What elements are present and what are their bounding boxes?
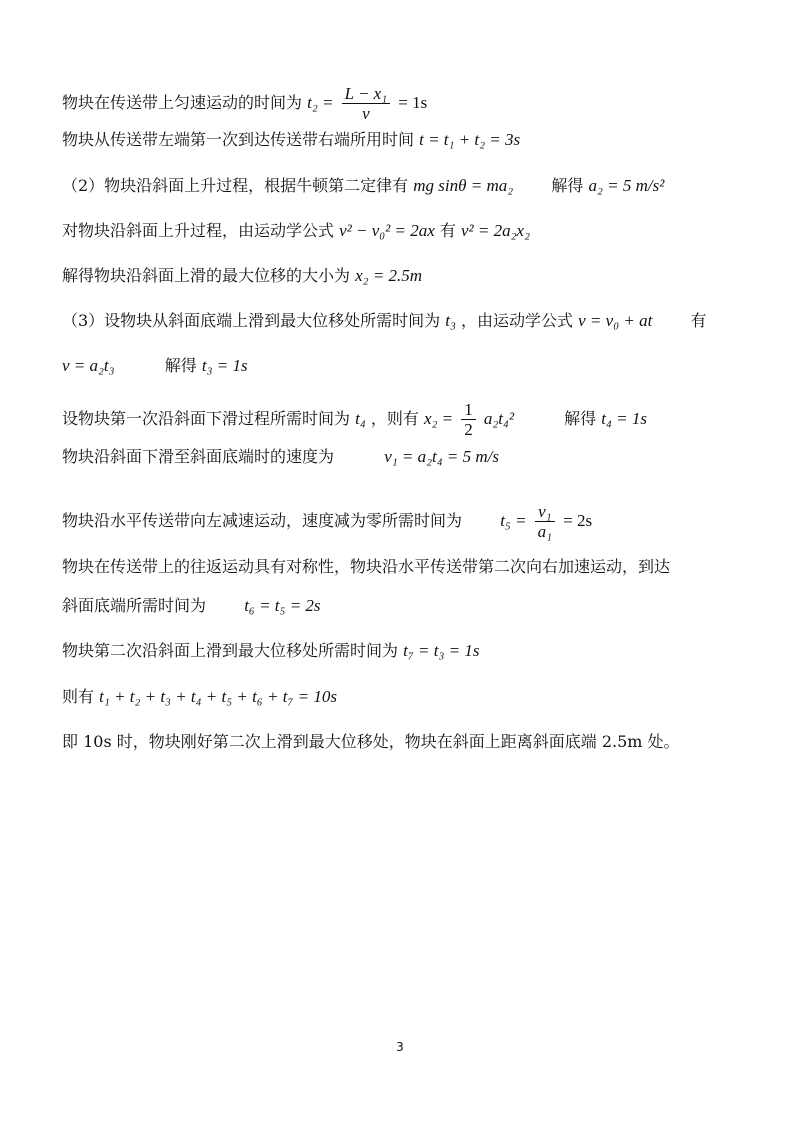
equation-lhs: t₂ = — [307, 93, 334, 112]
fraction-denominator: a₁ — [537, 522, 553, 541]
line-max-displacement — [62, 266, 740, 286]
line-text: 则有 — [62, 687, 95, 706]
line-text: 即 10s 时，物块刚好第二次上滑到最大位移处，物块在斜面上距离斜面底端 2.5m 处。 — [62, 732, 680, 751]
equation-lhs: t₅ = — [500, 511, 527, 530]
equation: t₇ = t₃ = 1s — [403, 641, 480, 660]
line-text: 物块沿斜面下滑至斜面底端时的速度为 — [62, 447, 335, 466]
line-uniform-motion-time — [62, 84, 740, 123]
fraction — [535, 502, 555, 541]
line-text: 设物块第一次沿斜面下滑过程所需时间为 — [62, 409, 351, 428]
line-total-time-to-right-end — [62, 130, 740, 150]
equation: v₁ = a₂t₄ = 5 m/s — [384, 447, 500, 466]
fraction-numerator: L − x₁ — [342, 84, 391, 104]
page-number: 3 — [396, 1040, 404, 1054]
line-first-slide-down — [62, 400, 740, 439]
line-t6 — [62, 596, 740, 616]
line-text: 解得物块沿斜面上滑的最大位移的大小为 — [62, 266, 351, 285]
line-decelerate-left — [62, 502, 740, 541]
equation-result: a₂ = 5 m/s² — [588, 176, 665, 195]
equation: v² = 2a₂x₂ — [461, 221, 530, 240]
fraction-denominator: v — [362, 104, 370, 123]
line-text: 有 — [690, 311, 707, 330]
line-symmetry — [62, 557, 740, 577]
equation-lhs: x₂ = — [423, 409, 454, 428]
line-text: （3）设物块从斜面底端上滑到最大位移处所需时间为 — [62, 311, 441, 330]
line-text: 解得 — [164, 356, 197, 375]
fraction-denominator: 2 — [464, 420, 473, 439]
line-text: 物块在传送带上的往返运动具有对称性，物块沿水平传送带第二次向右加速运动，到达 — [62, 557, 671, 576]
line-bottom-velocity — [62, 447, 740, 467]
line-text: ，则有 — [370, 409, 419, 428]
fraction — [461, 400, 476, 439]
variable: t₄ — [355, 409, 366, 428]
line-conclusion — [62, 732, 740, 752]
equation: t₁ + t₂ + t₃ + t₄ + t₅ + t₆ + t₇ = 10s — [99, 687, 337, 706]
line-text: 物块沿水平传送带向左减速运动，速度减为零所需时间为 — [62, 511, 463, 530]
equation: v = v₀ + at — [578, 311, 653, 330]
line-text: 物块从传送带左端第一次到达传送带右端所用时间 — [62, 130, 415, 149]
line-text: 有 — [439, 221, 456, 240]
line-text: 物块第二次沿斜面上滑到最大位移处所需时间为 — [62, 641, 399, 660]
equation-rhs: a₂t₄² — [483, 409, 514, 428]
variable: t₃ — [445, 311, 456, 330]
fraction — [342, 84, 391, 123]
equation-rhs: = 1s — [398, 93, 428, 112]
line-kinematics-formula — [62, 221, 740, 241]
line-text: 斜面底端所需时间为 — [62, 596, 207, 615]
line-time-sum — [62, 687, 740, 707]
fraction-numerator: 1 — [461, 400, 476, 420]
line-text: 解得 — [564, 409, 597, 428]
equation: v = a₂t₃ — [62, 356, 115, 375]
equation: x₂ = 2.5m — [355, 266, 423, 285]
fraction-numerator: v₁ — [535, 502, 554, 522]
equation-result: t₄ = 1s — [601, 409, 647, 428]
line-part3-setup — [62, 311, 740, 331]
line-text: 解得 — [551, 176, 584, 195]
equation-rhs: = 2s — [563, 511, 593, 530]
line-t3-solution — [62, 356, 740, 376]
line-newton-second-law — [62, 176, 740, 196]
line-text: 物块在传送带上匀速运动的时间为 — [62, 93, 303, 112]
equation: t = t₁ + t₂ = 3s — [419, 130, 521, 149]
line-text: 对物块沿斜面上升过程，由运动学公式 — [62, 221, 335, 240]
line-text: （2）物块沿斜面上升过程，根据牛顿第二定律有 — [62, 176, 409, 195]
line-t7 — [62, 641, 740, 661]
equation: t₆ = t₅ = 2s — [244, 596, 321, 615]
line-text: ，由运动学公式 — [461, 311, 574, 330]
equation: v² − v₀² = 2ax — [339, 221, 435, 240]
equation: mg sinθ = ma₂ — [413, 176, 514, 195]
equation-result: t₃ = 1s — [201, 356, 248, 375]
